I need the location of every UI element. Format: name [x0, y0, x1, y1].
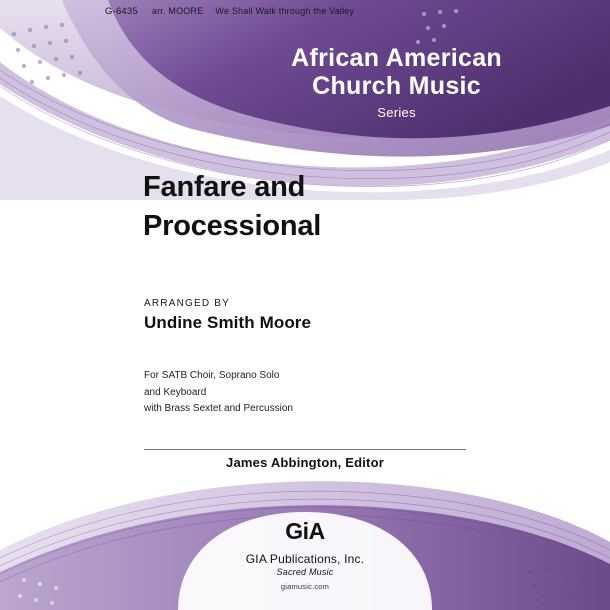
page-title [143, 168, 321, 246]
header-arranger: arr. MOORE [151, 6, 204, 16]
gia-logo: GiA [285, 518, 325, 544]
series-line-1: African American [291, 44, 502, 72]
publisher-website[interactable]: giamusic.com [280, 582, 330, 591]
instrumentation-line-3: with Brass Sextet and Percussion [144, 403, 293, 414]
instrumentation-line-2: and Keyboard [144, 386, 207, 398]
arranger-name: Undine Smith Moore [144, 313, 312, 332]
series-title [291, 44, 502, 121]
series-line-2: Church Music [312, 72, 481, 100]
catalog-header [0, 0, 610, 22]
editor-divider [144, 449, 466, 450]
catalog-number: G-6435 [105, 5, 138, 17]
instrumentation-line-1: For SATB Choir, Soprano Solo [144, 370, 280, 381]
series-line-3: Series [377, 105, 416, 120]
title-line-2: Processional [143, 210, 322, 243]
header-work-title: We Shall Walk through the Valley [215, 6, 355, 16]
publisher-tagline: Sacred Music [276, 567, 334, 577]
publisher-name: GIA Publications, Inc. [245, 552, 365, 566]
publisher-block [0, 518, 610, 591]
arranged-by-label: ARRANGED BY [144, 298, 230, 309]
editor-name: James Abbington, Editor [226, 455, 384, 470]
instrumentation [144, 368, 293, 418]
title-line-1: Fanfare and [143, 171, 306, 203]
